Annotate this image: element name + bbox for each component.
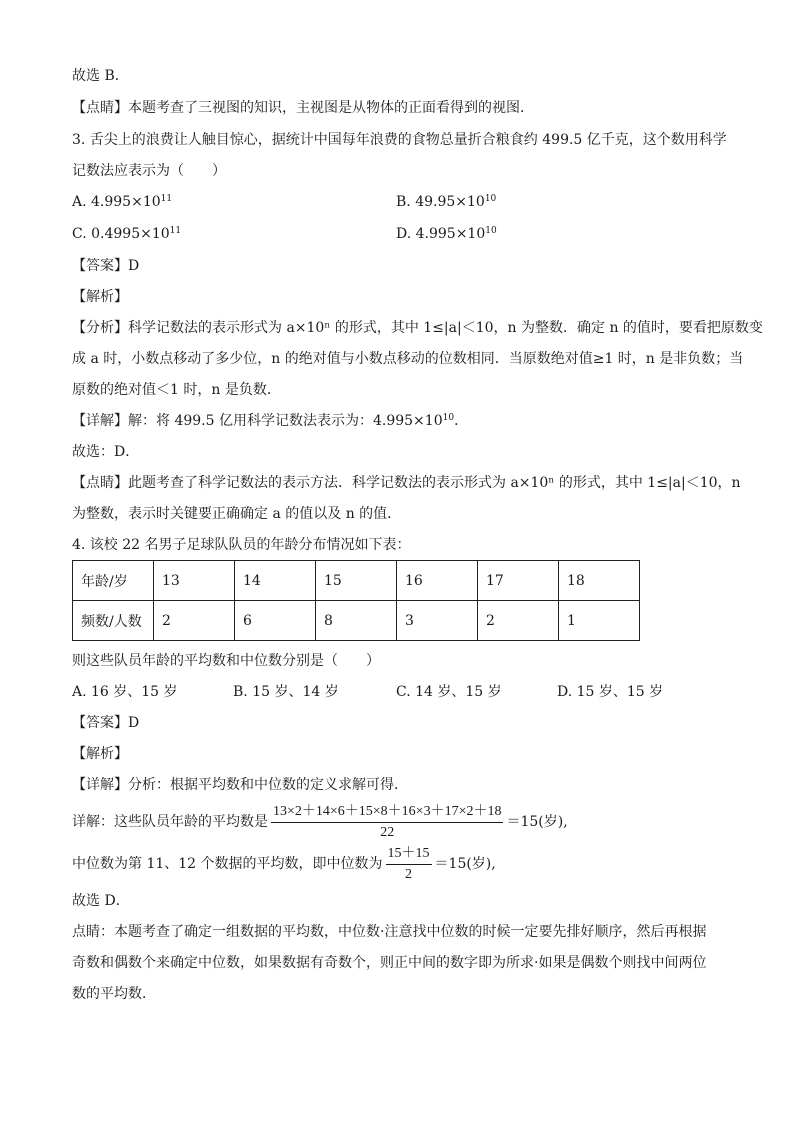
q4-option-b: B. 15 岁、14 岁 bbox=[233, 684, 339, 700]
q3-stem-line1: 3. 舌尖上的浪费让人触目惊心，据统计中国每年浪费的食物总量折合粮食约 499.5 亿千克，这个数用科学 bbox=[72, 132, 727, 148]
prev-comment bbox=[72, 98, 534, 118]
q3-stem-line2: 记数法应表示为（ ） bbox=[72, 163, 226, 179]
q3-option-d: D. $4.995\times 10^{10}$ bbox=[396, 226, 497, 242]
q4-option-a: A. 16 岁、15 岁 bbox=[72, 684, 178, 700]
q4-stem: 4. 该校 22 名男子足球队队员的年龄分布情况如下表： bbox=[72, 537, 411, 553]
table-cell: 3 bbox=[397, 601, 478, 641]
table-cell: 18 bbox=[559, 561, 640, 601]
q3-choice: 故选：D． bbox=[72, 444, 140, 460]
q3-detail: 【详解】解：将 499.5 亿用科学记数法表示为：$4.995\times 10^{10}$． bbox=[72, 413, 469, 429]
q4-analysis-tag: 【解析】 bbox=[72, 746, 128, 762]
table-cell: 6 bbox=[235, 601, 316, 641]
q4-detail-intro: 【详解】分析：根据平均数和中位数的定义求解可得． bbox=[72, 777, 408, 793]
q3-option-c: C. $0.4995\times 10^{11}$ bbox=[72, 226, 182, 242]
q4-option-c: C. 14 岁、15 岁 bbox=[396, 684, 502, 700]
q3-option-a: A. $4.995\times 10^{11}$ bbox=[72, 194, 173, 210]
q3-comment-line2: 为整数，表示时关键要正确确定 a 的值以及 n 的值． bbox=[72, 506, 402, 522]
table-cell: 1 bbox=[559, 601, 640, 641]
mean-fraction: $\frac{13\times 2+14\times 6+15\times 8+16\times 3+17\times 2+18}{22}$ bbox=[273, 803, 502, 840]
table-cell: 年龄/岁 bbox=[73, 561, 154, 601]
q3-answer bbox=[72, 256, 139, 276]
q4-question: 则这些队员年龄的平均数和中位数分别是（ ） bbox=[72, 653, 380, 669]
q4-median-formula: 中位数为第 11、12 个数据的平均数，即中位数为 $\frac{15+15}{2}$ ＝15(岁), bbox=[72, 845, 496, 882]
comment-text: 本题考查了三视图的知识，主视图是从物体的正面看得到的视图． bbox=[128, 100, 534, 116]
table-cell: 2 bbox=[478, 601, 559, 641]
comment-tag: 【点睛】 bbox=[72, 100, 128, 116]
table-cell: 16 bbox=[397, 561, 478, 601]
q3-analysis-line3: 原数的绝对值＜1 时，n 是负数． bbox=[72, 382, 281, 398]
q3-analysis-line2: 成 a 时，小数点移动了多少位，n 的绝对值与小数点移动的位数相同．当原数绝对值≥1 时，n 是非负数；当 bbox=[72, 351, 744, 367]
table-cell: 8 bbox=[316, 601, 397, 641]
answer-tag: 【答案】 bbox=[72, 258, 128, 274]
table-row bbox=[73, 561, 640, 601]
q3-option-b: B. $49.95\times 10^{10}$ bbox=[396, 194, 497, 210]
q4-comment-line1: 点睛：本题考查了确定一组数据的平均数，中位数·注意找中位数的时候一定要先排好顺序，然后再根据 bbox=[72, 924, 707, 940]
table-cell: 17 bbox=[478, 561, 559, 601]
q3-comment-line1: 【点睛】此题考查了科学记数法的表示方法．科学记数法的表示形式为 a×10ⁿ 的形式，其中 1≤|a|＜10，n bbox=[72, 475, 741, 491]
q4-comment-line2: 奇数和偶数个来确定中位数，如果数据有奇数个，则正中间的数字即为所求·如果是偶数个则找中间两位 bbox=[72, 955, 707, 971]
q3-analysis-tag: 【解析】 bbox=[72, 289, 128, 305]
answer-value: D bbox=[128, 258, 140, 274]
table-row bbox=[73, 601, 640, 641]
q4-mean-formula: 详解：这些队员年龄的平均数是 $\frac{13\times 2+14\times 6+15\times 8+16\times 3+17\times 2+18}{22}$ ＝15(岁), bbox=[72, 803, 568, 840]
table-cell: 频数/人数 bbox=[73, 601, 154, 641]
table-cell: 2 bbox=[154, 601, 235, 641]
prev-choice: 故选 B． bbox=[72, 68, 129, 84]
q4-answer: 【答案】D bbox=[72, 715, 140, 731]
median-fraction: $\frac{15+15}{2}$ bbox=[387, 845, 430, 882]
q4-choice: 故选 D． bbox=[72, 893, 130, 909]
table-cell: 13 bbox=[154, 561, 235, 601]
table-cell: 15 bbox=[316, 561, 397, 601]
q4-comment-line3: 数的平均数． bbox=[72, 986, 156, 1002]
table-cell: 14 bbox=[235, 561, 316, 601]
q3-analysis-line1: 【分析】科学记数法的表示形式为 a×10ⁿ 的形式，其中 1≤|a|＜10，n 为整数．确定 n 的值时，要看把原数变 bbox=[72, 320, 763, 336]
q4-option-d: D. 15 岁、15 岁 bbox=[557, 684, 664, 700]
age-distribution-table bbox=[72, 560, 640, 641]
